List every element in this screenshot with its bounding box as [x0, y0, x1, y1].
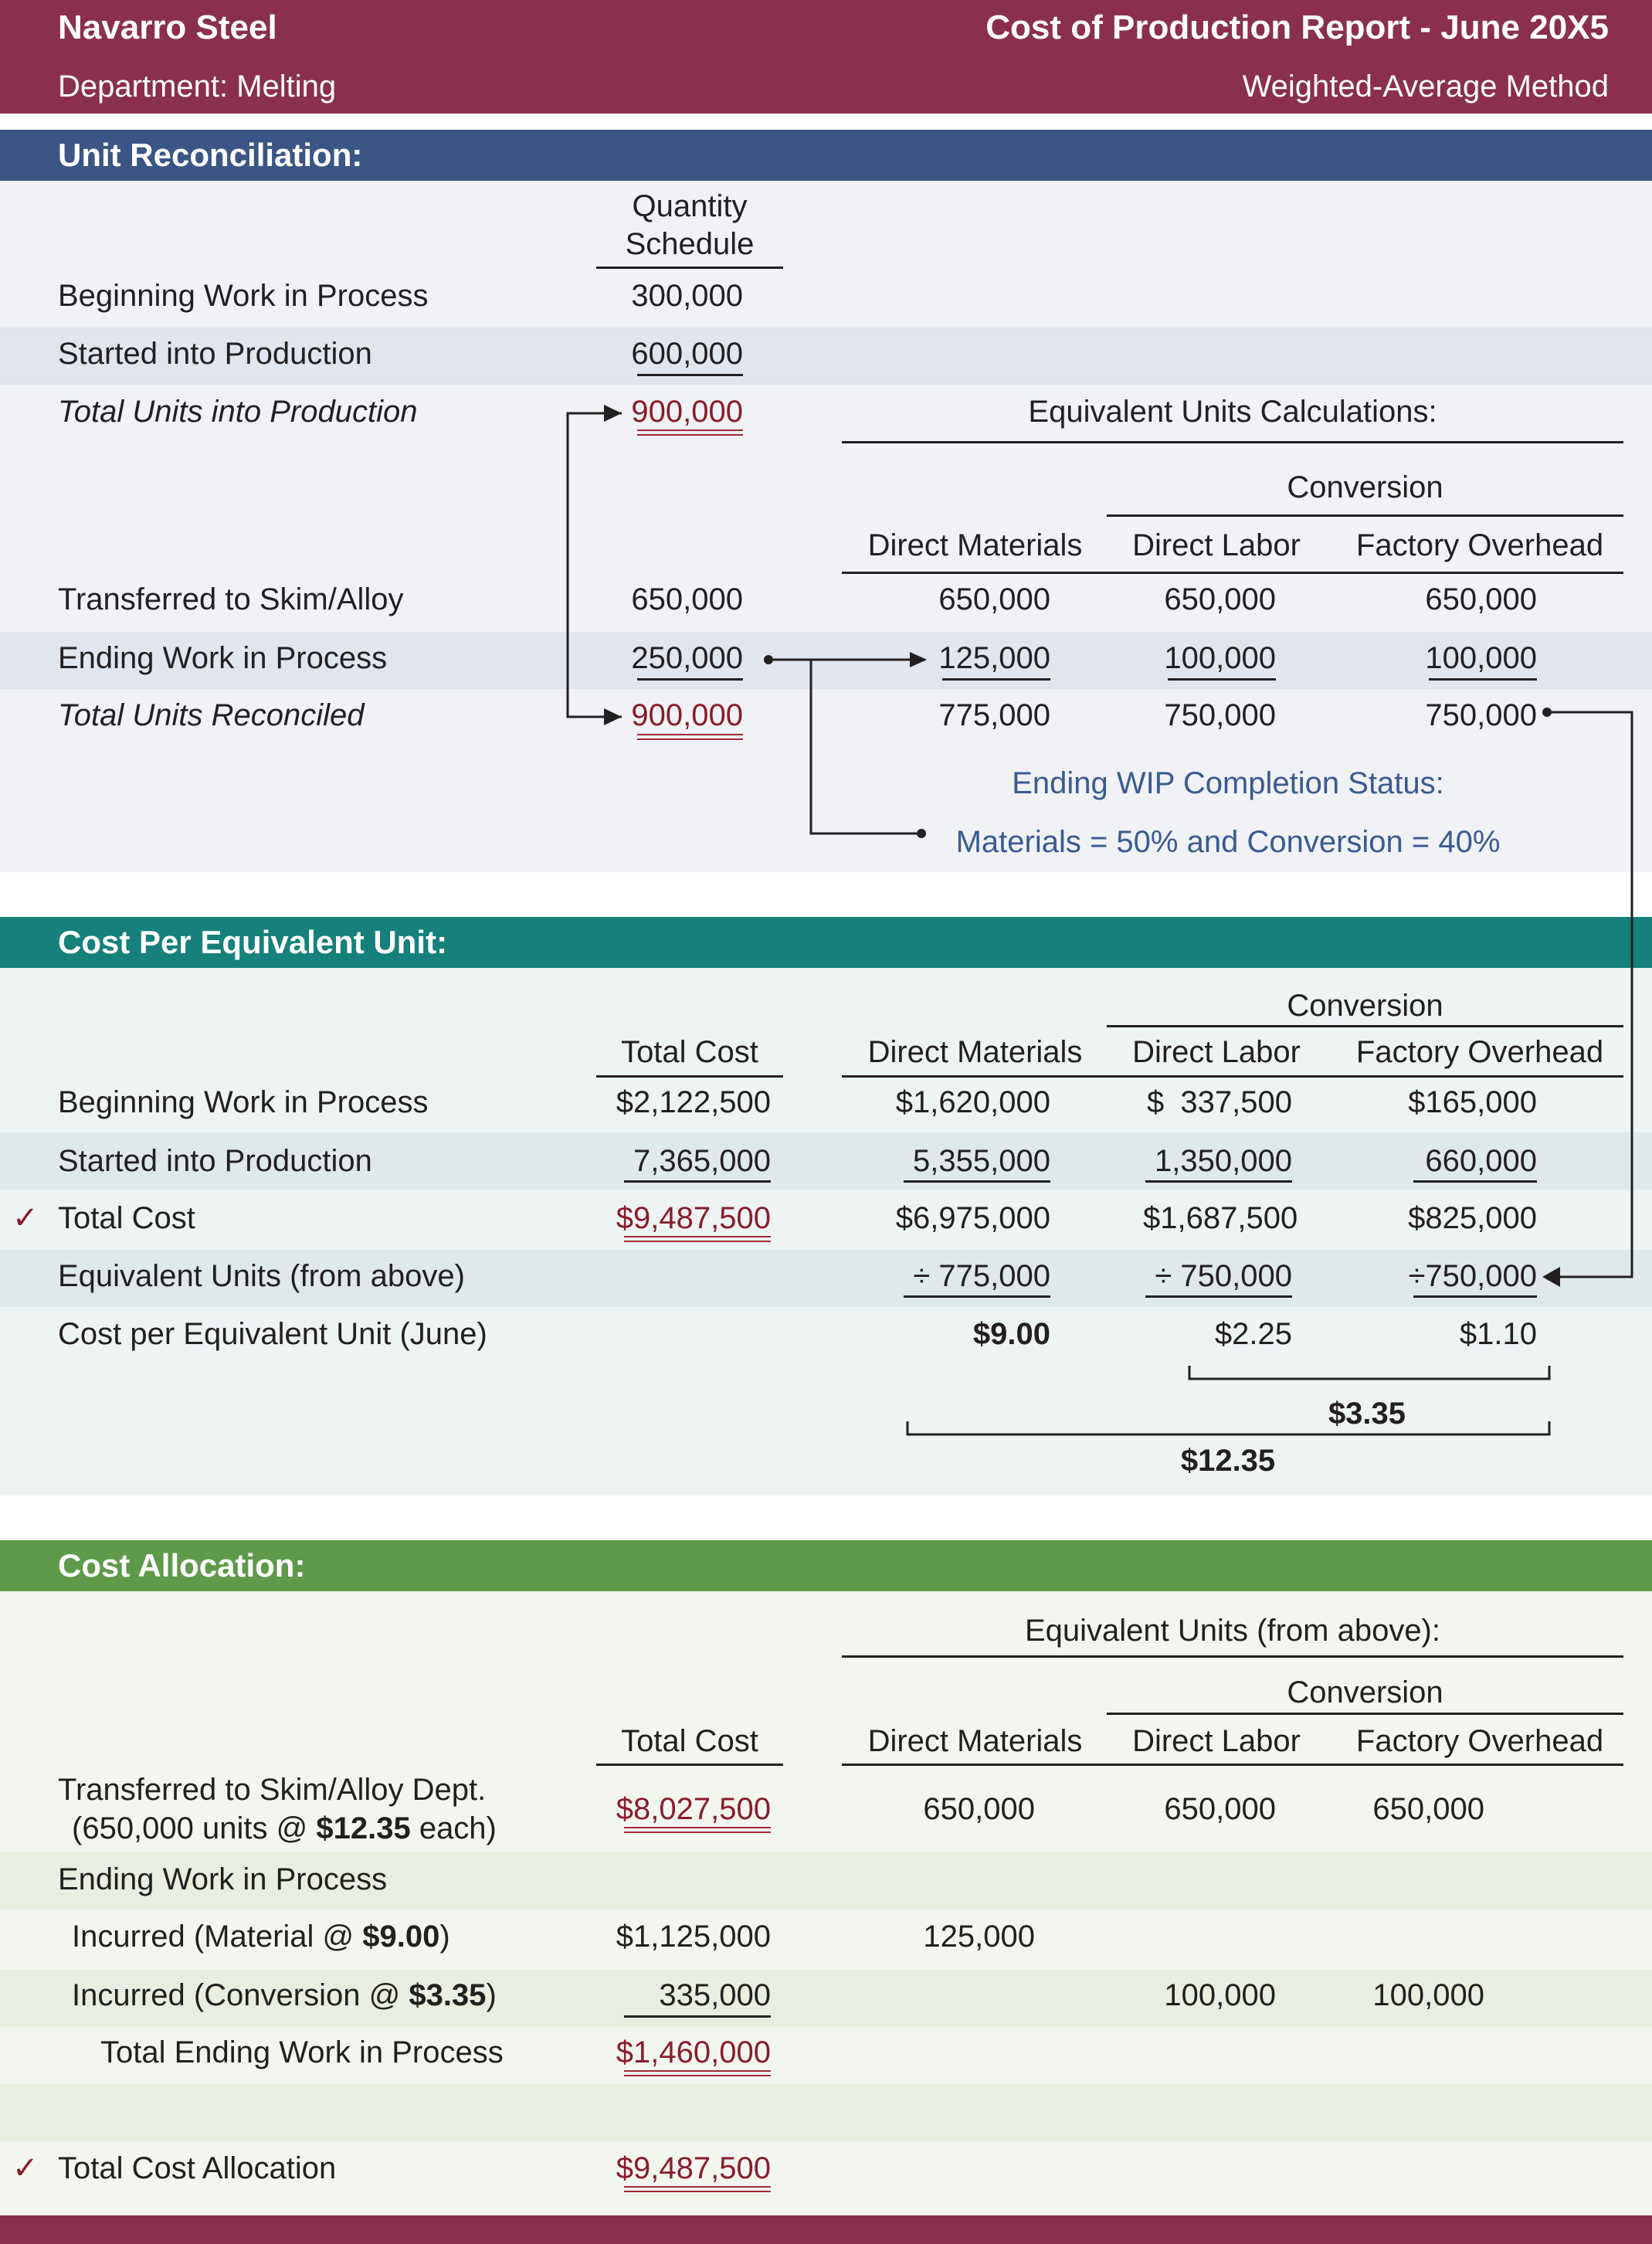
arrow-head [1542, 1267, 1560, 1287]
col-header-total: Total Cost [621, 1724, 758, 1758]
row-label: Transferred to Skim/Alloy [58, 582, 404, 616]
dm-value: $9.00 [972, 1317, 1050, 1351]
total-value: $1,125,000 [616, 1920, 771, 1954]
foh-value: 660,000 [1425, 1144, 1537, 1178]
qty-header: Quantity [632, 189, 748, 223]
col-header-dl: Direct Labor [1132, 528, 1301, 562]
dl-value: $1,687,500 [1143, 1201, 1298, 1235]
dl-value: 650,000 [1164, 582, 1276, 616]
foh-value: 100,000 [1372, 1978, 1484, 2012]
row-label: Cost per Equivalent Unit (June) [58, 1317, 487, 1351]
col-header-foh: Factory Overhead [1355, 528, 1604, 562]
dm-value: 650,000 [923, 1792, 1035, 1826]
label-text: (650,000 units @ [72, 1811, 317, 1845]
row-label: Beginning Work in Process [58, 1085, 429, 1119]
conversion-bracket [1189, 1366, 1549, 1379]
eu-calc-title: Equivalent Units Calculations: [1028, 395, 1437, 429]
col-header-dm: Direct Materials [867, 1035, 1083, 1069]
qty-value: 900,000 [631, 698, 743, 732]
label-rate: $3.35 [409, 1978, 487, 2012]
conversion-total: $3.35 [1328, 1397, 1406, 1431]
dl-value: ÷ 750,000 [1155, 1259, 1292, 1293]
foh-value: 100,000 [1425, 641, 1537, 675]
check-mark: ✓ [12, 2151, 39, 2185]
qty-value: 650,000 [631, 582, 743, 616]
reconcile-arrow [568, 413, 622, 717]
dl-value: 1,350,000 [1155, 1144, 1292, 1178]
label-text: ) [486, 1978, 497, 2012]
label-text: Incurred (Conversion @ [72, 1978, 409, 2012]
conversion-header: Conversion [1287, 1675, 1443, 1709]
dm-value: 5,355,000 [913, 1144, 1050, 1178]
dl-value: $2.25 [1214, 1317, 1292, 1351]
row-label: Total Ending Work in Process [100, 2035, 504, 2069]
eu-title: Equivalent Units (from above): [1024, 1614, 1440, 1648]
row-label: Transferred to Skim/Alloy Dept. [58, 1773, 487, 1807]
cost-per-eu-title: Cost Per Equivalent Unit: [58, 924, 448, 960]
qty-header: Schedule [625, 227, 755, 261]
total-value: $8,027,500 [616, 1792, 771, 1826]
row-label: Ending Work in Process [58, 1862, 388, 1896]
check-mark: ✓ [12, 1201, 39, 1235]
label-rate: $12.35 [316, 1811, 411, 1845]
col-header-foh: Factory Overhead [1355, 1035, 1604, 1069]
dl-dollar-sign: $ [1147, 1085, 1165, 1119]
dm-value: $6,975,000 [895, 1201, 1050, 1235]
dl-value: 650,000 [1164, 1792, 1276, 1826]
foh-value: ÷750,000 [1408, 1259, 1537, 1293]
col-header-dm: Direct Materials [867, 528, 1083, 562]
label-rate: $9.00 [362, 1920, 440, 1954]
grand-total-bracket [907, 1421, 1549, 1434]
foh-value: 650,000 [1425, 582, 1537, 616]
row-label: Total Units into Production [58, 395, 418, 429]
conversion-header: Conversion [1287, 470, 1443, 504]
col-header-total: Total Cost [621, 1035, 758, 1069]
row-label: Total Cost Allocation [58, 2151, 337, 2185]
total-value: $9,487,500 [616, 2151, 771, 2185]
dm-value: 775,000 [938, 698, 1050, 732]
col-header-dl: Direct Labor [1132, 1724, 1301, 1758]
col-header-dl: Direct Labor [1132, 1035, 1301, 1069]
foh-value: 650,000 [1372, 1792, 1484, 1826]
company-name: Navarro Steel [58, 8, 277, 46]
label-text: Incurred (Material @ [72, 1920, 363, 1954]
label-text: ) [439, 1920, 450, 1954]
dl-value: 337,500 [1180, 1085, 1292, 1119]
dl-value: 750,000 [1164, 698, 1276, 732]
dm-value: 125,000 [923, 1920, 1035, 1954]
dl-value: 100,000 [1164, 641, 1276, 675]
total-value: $9,487,500 [616, 1201, 771, 1235]
col-header-dm: Direct Materials [867, 1724, 1083, 1758]
row-label: Started into Production [58, 1144, 372, 1178]
foh-value: $165,000 [1408, 1085, 1537, 1119]
connector-dot [917, 829, 926, 838]
wip-status-note: Ending WIP Completion Status: [1012, 766, 1444, 800]
method-label: Weighted-Average Method [1242, 70, 1609, 104]
dm-value: 650,000 [938, 582, 1050, 616]
foh-value: 750,000 [1425, 698, 1537, 732]
dm-value: 125,000 [938, 641, 1050, 675]
arrow-head [604, 405, 622, 422]
grand-total-cpeu: $12.35 [1180, 1444, 1276, 1478]
row-label: Total Units Reconciled [58, 698, 365, 732]
eu-carry-arrow [1547, 712, 1632, 1277]
row-label: Equivalent Units (from above) [58, 1259, 465, 1293]
total-value: $1,460,000 [616, 2035, 771, 2069]
row-label: Started into Production [58, 337, 372, 371]
wip-status-note: Materials = 50% and Conversion = 40% [955, 825, 1501, 859]
arrow-head [910, 652, 927, 667]
total-value: 335,000 [659, 1978, 771, 2012]
col-header-foh: Factory Overhead [1355, 1724, 1604, 1758]
arrow-head [604, 708, 622, 725]
unit-reconciliation-title: Unit Reconciliation: [58, 137, 363, 173]
qty-value: 300,000 [631, 279, 743, 313]
row-label: Total Cost [58, 1201, 195, 1235]
qty-value: 250,000 [631, 641, 743, 675]
cost-allocation-title: Cost Allocation: [58, 1547, 306, 1584]
qty-value: 600,000 [631, 337, 743, 371]
foh-value: $825,000 [1408, 1201, 1537, 1235]
foh-value: $1.10 [1459, 1317, 1537, 1351]
label-text: each) [410, 1811, 497, 1845]
qty-value: 900,000 [631, 395, 743, 429]
total-value: $2,122,500 [616, 1085, 771, 1119]
wip-note-connector [811, 660, 921, 833]
row-label: Ending Work in Process [58, 641, 388, 675]
report-title: Cost of Production Report - June 20X5 [985, 8, 1609, 46]
department-label: Department: Melting [58, 70, 337, 104]
dl-value: 100,000 [1164, 1978, 1276, 2012]
conversion-header: Conversion [1287, 989, 1443, 1023]
row-label: Beginning Work in Process [58, 279, 429, 313]
total-value: 7,365,000 [633, 1144, 771, 1178]
dm-value: $1,620,000 [895, 1085, 1050, 1119]
dm-value: ÷ 775,000 [913, 1259, 1050, 1293]
